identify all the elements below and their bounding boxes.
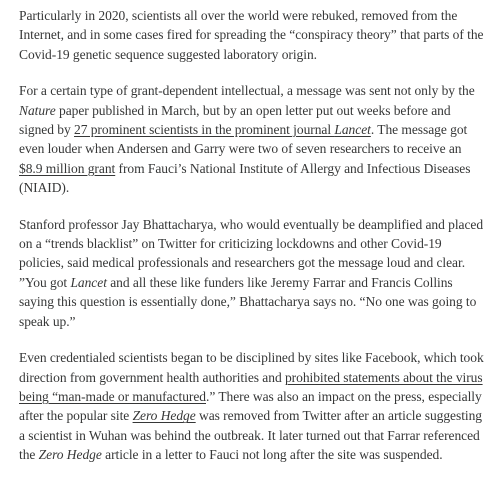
paragraph-1 bbox=[19, 6, 486, 64]
paragraph-4 bbox=[19, 348, 486, 464]
prohibited-statements-link[interactable]: prohibited statements about the virus being “man-made or manufactured bbox=[19, 369, 483, 404]
paragraph-2-text-1: For a certain type of grant-dependent intellectual, a message was sent not only by the bbox=[19, 83, 475, 99]
paragraph-4-text-2: .” There was also an impact on the press, especially after the popular site bbox=[19, 388, 482, 424]
lancet-letter-link[interactable] bbox=[74, 122, 371, 137]
zero-hedge-name: Zero Hedge bbox=[38, 447, 102, 463]
paragraph-2-text-2: paper published in March, but by an open letter put out weeks before and signed by bbox=[19, 102, 451, 138]
lancet-journal-name: Lancet bbox=[70, 274, 107, 290]
paragraph-3-text-2: and all these like funders like Jeremy Farrar and Francis Collins saying this question is essentially done,” Bhattacharya says no. “No one was going to speak up.” bbox=[19, 274, 477, 329]
paragraph-4-text-3: was removed from Twitter after an article suggesting a scientist in Wuhan was behind the outbreak. It later turned out that Farrar referenced the bbox=[19, 408, 482, 463]
paragraph-2 bbox=[19, 81, 486, 197]
paragraph-2-text-3: . The message got even louder when Andersen and Garry were two of seven researchers to receive an bbox=[19, 122, 468, 157]
paragraph-3-text-1: Stanford professor Jay Bhattacharya, who would eventually be deamplified and placed on a “trends blacklist” on Twitter for criticizing lockdowns and other Covid-19 policies, said medical professionals and researchers got the message loud and clear. ”You got bbox=[19, 216, 484, 290]
lancet-letter-link-journal: Lancet bbox=[334, 122, 371, 138]
nature-journal-name: Nature bbox=[19, 102, 56, 118]
zero-hedge-link-text: Zero Hedge bbox=[132, 408, 196, 424]
paragraph-4-text-1: Even credentialed scientists began to be disciplined by sites like Facebook, which took direction from government health authorities and bbox=[19, 350, 484, 385]
grant-link[interactable]: $8.9 million grant bbox=[19, 160, 116, 176]
lancet-letter-link-text: 27 prominent scientists in the prominent journal bbox=[74, 122, 335, 138]
paragraph-3 bbox=[19, 215, 486, 331]
paragraph-4-text-4: article in a letter to Fauci not long after the site was suspended. bbox=[101, 447, 443, 463]
zero-hedge-link[interactable] bbox=[133, 408, 196, 423]
paragraph-2-text-4: from Fauci’s National Institute of Allergy and Infectious Diseases (NIAID). bbox=[19, 160, 471, 196]
paragraph-1-text: Particularly in 2020, scientists all over the world were rebuked, removed from the Internet, and in some cases fired for spreading the “conspiracy theory” that parts of the Covid-19 genetic sequence suggested laboratory origin. bbox=[19, 8, 484, 62]
